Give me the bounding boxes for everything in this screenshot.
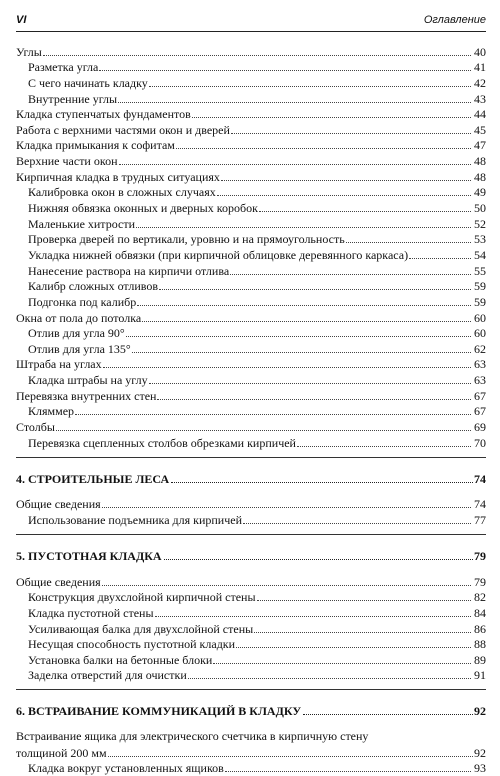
toc-entry-title: Укладка нижней обвязки (при кирпичной облицовке деревянного каркаса) xyxy=(28,247,409,262)
leader-dots xyxy=(409,258,471,259)
toc-entry-title: Углы xyxy=(16,44,42,59)
leader-dots xyxy=(303,714,473,715)
toc-entry-page: 86 xyxy=(474,621,486,636)
toc-subentry[interactable] xyxy=(16,91,486,107)
toc-subentry[interactable] xyxy=(16,652,486,668)
toc-entry-title: Верхние части окон xyxy=(16,154,118,169)
section-page: 74 xyxy=(474,471,486,486)
toc-entry-title: Установка балки на бетонные блоки xyxy=(28,652,213,667)
leader-dots xyxy=(188,678,471,679)
section-title: 6. ВСТРАИВАНИЕ КОММУНИКАЦИЙ В КЛАДКУ xyxy=(16,704,302,719)
section-divider xyxy=(16,534,486,535)
toc-entry-page: 47 xyxy=(474,138,486,153)
toc-entry-title: Несущая способность пустотной кладки xyxy=(28,637,236,652)
leader-dots xyxy=(102,507,471,508)
toc-entry-page: 89 xyxy=(474,652,486,667)
toc-entry-title: Калибровка окон в сложных случаях xyxy=(28,185,216,200)
toc-entry-page: 63 xyxy=(474,357,486,372)
leader-dots xyxy=(126,336,471,337)
toc-subentry[interactable] xyxy=(16,294,486,310)
leader-dots xyxy=(99,70,471,71)
toc-subentry[interactable] xyxy=(16,279,486,295)
leader-dots xyxy=(231,133,471,134)
toc-subentry[interactable] xyxy=(16,326,486,342)
leader-dots xyxy=(149,86,471,87)
toc-entry-page: 62 xyxy=(474,341,486,356)
toc-entry-page: 88 xyxy=(474,637,486,652)
toc-entry[interactable] xyxy=(16,574,486,590)
toc-entry-page: 93 xyxy=(474,761,486,776)
toc-entry-page: 54 xyxy=(474,247,486,262)
toc-subentry[interactable] xyxy=(16,637,486,653)
toc-entry[interactable] xyxy=(16,357,486,373)
toc-entry-page: 67 xyxy=(474,404,486,419)
toc-subentry[interactable] xyxy=(16,404,486,420)
toc-entry-title: Внутренние углы xyxy=(28,91,118,106)
toc-entry-page: 52 xyxy=(474,216,486,231)
toc-entry[interactable] xyxy=(16,419,486,435)
toc-entry-page: 91 xyxy=(474,668,486,683)
toc-block-chapter-6 xyxy=(16,761,486,776)
leader-dots xyxy=(159,289,471,290)
leader-dots xyxy=(236,647,471,648)
leader-dots xyxy=(75,414,471,415)
toc-entry-page: 55 xyxy=(474,263,486,278)
toc-entry[interactable] xyxy=(16,153,486,169)
toc-entry[interactable] xyxy=(16,310,486,326)
leader-dots xyxy=(132,352,471,353)
toc-entry-title: Кладка пустотной стены xyxy=(28,605,154,620)
toc-entry-title: Штраба на углах xyxy=(16,357,102,372)
toc-entry-title: Кладка ступенчатых фундаментов xyxy=(16,107,191,122)
toc-entry-page: 79 xyxy=(474,574,486,589)
section-page: 92 xyxy=(474,704,486,719)
toc-entry-title: Отлив для угла 90° xyxy=(28,326,125,341)
toc-subentry[interactable] xyxy=(16,605,486,621)
toc-entry-page: 40 xyxy=(474,44,486,59)
toc-entry-page: 50 xyxy=(474,201,486,216)
toc-entry-page: 60 xyxy=(474,326,486,341)
running-title: Оглавление xyxy=(423,14,486,26)
leader-dots xyxy=(176,148,471,149)
toc-subentry[interactable] xyxy=(16,590,486,606)
leader-dots xyxy=(259,211,471,212)
toc-subentry[interactable] xyxy=(16,668,486,684)
page-number-roman: VI xyxy=(16,14,27,26)
toc-entry-page: 92 xyxy=(474,745,486,760)
toc-entry-title: Перевязка сцепленных столбов обрезками кирпичей xyxy=(28,435,296,450)
toc-entry-title: Отлив для угла 135° xyxy=(28,341,131,356)
leader-dots xyxy=(230,274,471,275)
leader-dots xyxy=(137,305,471,306)
leader-dots xyxy=(225,771,471,772)
toc-entry-title: Кирпичная кладка в трудных ситуациях xyxy=(16,169,220,184)
toc-entry-title: Подгонка под калибр xyxy=(28,294,137,309)
page-header xyxy=(16,14,486,32)
toc-entry-page: 70 xyxy=(474,435,486,450)
toc-entry[interactable] xyxy=(16,388,486,404)
toc-subentry[interactable] xyxy=(16,761,486,776)
toc-entry-title: Маленькие хитрости xyxy=(28,216,135,231)
toc-entry-title: Кляммер xyxy=(28,404,75,419)
toc-entry[interactable] xyxy=(16,107,486,123)
leader-dots xyxy=(217,195,471,196)
toc-subentry[interactable] xyxy=(16,232,486,248)
toc-entry-title: Усиливающая балка для двухслойной стены xyxy=(28,621,254,636)
leader-dots xyxy=(297,446,471,447)
toc-entry-page: 48 xyxy=(474,169,486,184)
toc-entry-title: Кладка штрабы на углу xyxy=(28,373,148,388)
leader-dots xyxy=(171,482,473,483)
toc-entry-title: Работа с верхними частями окон и дверей xyxy=(16,122,230,137)
leader-dots xyxy=(346,242,471,243)
toc-entry-page: 67 xyxy=(474,388,486,403)
toc-entry-page: 41 xyxy=(474,60,486,75)
toc-entry-page: 44 xyxy=(474,107,486,122)
toc-entry-title: Использование подъемника для кирпичей xyxy=(28,512,243,527)
toc-subentry[interactable] xyxy=(16,60,486,76)
leader-dots xyxy=(149,383,471,384)
toc-entry-page: 43 xyxy=(474,91,486,106)
leader-dots xyxy=(102,585,471,586)
leader-dots xyxy=(118,102,471,103)
toc-entry-title: Проверка дверей по вертикали, уровню и на прямоугольность xyxy=(28,232,345,247)
toc-subentry[interactable] xyxy=(16,216,486,232)
toc-subentry[interactable] xyxy=(16,185,486,201)
leader-dots xyxy=(254,632,471,633)
leader-dots xyxy=(157,399,471,400)
toc-entry-page: 63 xyxy=(474,373,486,388)
toc-block-chapter-5 xyxy=(16,574,486,683)
toc-entry[interactable] xyxy=(16,122,486,138)
toc-subentry[interactable] xyxy=(16,512,486,528)
toc-entry-page: 48 xyxy=(474,154,486,169)
section-title: 5. ПУСТОТНАЯ КЛАДКА xyxy=(16,548,162,563)
toc-entry-title: Заделка отверстий для очистки xyxy=(28,668,187,683)
leader-dots xyxy=(213,663,471,664)
toc-entry-title: Перевязка внутренних стен xyxy=(16,388,157,403)
toc-entry-page: 82 xyxy=(474,590,486,605)
toc-entry-title: Конструкция двухслойной кирпичной стены xyxy=(28,590,256,605)
toc-entry-title: Кладка вокруг установленных ящиков xyxy=(28,761,224,776)
toc-subentry[interactable] xyxy=(16,372,486,388)
toc-entry-page: 84 xyxy=(474,605,486,620)
section-heading-4[interactable] xyxy=(16,470,486,487)
toc-entry-title: Калибр сложных отливов xyxy=(28,279,159,294)
section-heading-6[interactable] xyxy=(16,702,486,719)
section-divider xyxy=(16,689,486,690)
leader-dots xyxy=(257,600,471,601)
toc-entry-title: Общие сведения xyxy=(16,497,101,512)
table-of-contents xyxy=(16,44,486,776)
section-title: 4. СТРОИТЕЛЬНЫЕ ЛЕСА xyxy=(16,471,170,486)
toc-subentry[interactable] xyxy=(16,200,486,216)
toc-entry-page: 74 xyxy=(474,497,486,512)
leader-dots xyxy=(108,756,473,757)
leader-dots xyxy=(103,367,471,368)
toc-entry-title: С чего начинать кладку xyxy=(28,75,148,90)
leader-dots xyxy=(155,616,471,617)
toc-entry-title-line2-row xyxy=(16,745,486,761)
toc-block-chapter-4 xyxy=(16,497,486,528)
toc-entry-title-line1: Встраивание ящика для электрического счетчика в кирпичную стену xyxy=(16,729,369,744)
leader-dots xyxy=(192,117,471,118)
toc-subentry[interactable] xyxy=(16,75,486,91)
section-heading-5[interactable] xyxy=(16,547,486,564)
toc-entry[interactable] xyxy=(16,138,486,154)
toc-entry-title: Нижняя обвязка оконных и дверных коробок xyxy=(28,201,258,216)
toc-entry-title: Разметка угла xyxy=(28,60,99,75)
leader-dots xyxy=(56,430,471,431)
toc-entry-wrapped[interactable] xyxy=(16,729,486,760)
toc-entry-title-line2: толщиной 200 мм xyxy=(16,745,107,760)
section-page: 79 xyxy=(474,548,486,563)
toc-entry[interactable] xyxy=(16,169,486,185)
leader-dots xyxy=(43,55,471,56)
toc-entry-page: 49 xyxy=(474,185,486,200)
leader-dots xyxy=(164,559,473,560)
toc-entry-page: 59 xyxy=(474,294,486,309)
toc-entry-title: Кладка примыкания к софитам xyxy=(16,138,175,153)
toc-block-chapter-3 xyxy=(16,44,486,451)
header-rule xyxy=(16,31,486,32)
toc-entry-page: 60 xyxy=(474,310,486,325)
toc-entry-page: 45 xyxy=(474,122,486,137)
toc-subentry[interactable] xyxy=(16,263,486,279)
leader-dots xyxy=(142,321,471,322)
toc-entry-page: 53 xyxy=(474,232,486,247)
toc-subentry[interactable] xyxy=(16,247,486,263)
section-divider xyxy=(16,457,486,458)
toc-entry-title: Нанесение раствора на кирпичи отлива xyxy=(28,263,230,278)
leader-dots xyxy=(119,164,472,165)
toc-entry-page: 59 xyxy=(474,279,486,294)
leader-dots xyxy=(221,180,471,181)
toc-entry-title: Окна от пола до потолка xyxy=(16,310,142,325)
toc-entry[interactable] xyxy=(16,44,486,60)
toc-entry-page: 42 xyxy=(474,75,486,90)
toc-subentry[interactable] xyxy=(16,341,486,357)
toc-subentry[interactable] xyxy=(16,621,486,637)
toc-entry[interactable] xyxy=(16,497,486,513)
toc-entry-page: 77 xyxy=(474,512,486,527)
toc-entry-title: Общие сведения xyxy=(16,574,101,589)
toc-entry-page: 69 xyxy=(474,420,486,435)
leader-dots xyxy=(243,523,471,524)
leader-dots xyxy=(136,227,471,228)
toc-subentry[interactable] xyxy=(16,435,486,451)
toc-entry-title: Столбы xyxy=(16,420,55,435)
